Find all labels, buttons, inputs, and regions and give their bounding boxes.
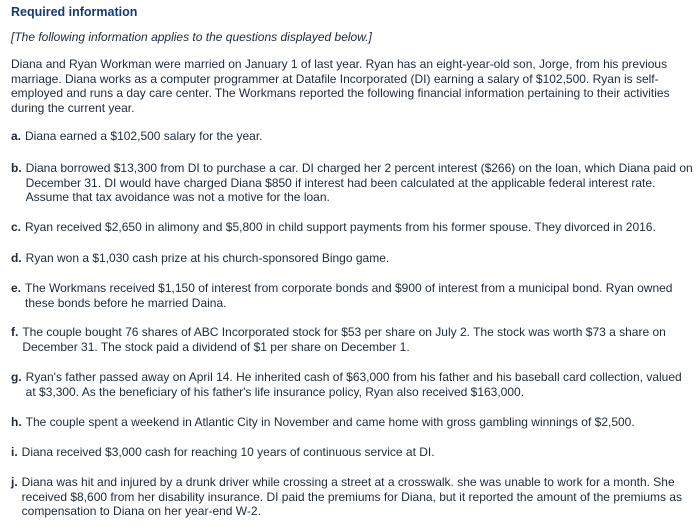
list-item-j (11, 475, 695, 519)
item-text: Diana borrowed $13,300 from DI to purchase a car. DI charged her 2 percent interest ($266) on the loan, which Diana paid on December 31. DI would have charged Diana $850 if interest had been calculated at the applicable federal interest rate. Assume that tax avoidance was not a motive for the loan. (25, 161, 693, 205)
item-letter: h. (11, 415, 22, 429)
item-text: The couple spent a weekend in Atlantic City in November and came home with gross gambling winnings of $2,500. (25, 415, 635, 429)
item-text: Diana earned a $102,500 salary for the year. (25, 129, 263, 143)
item-letter: a. (11, 129, 22, 143)
item-text: The couple bought 76 shares of ABC Incorporated stock for $53 per share on July 2. The stock was worth $73 a share on December 31. The stock paid a dividend of $1 per share on December 1. (22, 325, 666, 354)
item-text: Diana received $3,000 cash for reaching 10 years of continuous service at DI. (21, 445, 435, 459)
item-letter: c. (11, 220, 22, 234)
instruction-note: [The following information applies to the questions displayed below.] (11, 30, 372, 44)
item-text: The Workmans received $1,150 of interest from corporate bonds and $900 of interest from a municipal bond. Ryan owned these bonds before he married Daina. (25, 281, 673, 310)
list-item-e (11, 281, 695, 310)
item-letter: e. (11, 281, 22, 295)
list-item-d (11, 251, 695, 266)
list-item-h (11, 415, 695, 430)
item-letter: b. (11, 161, 22, 175)
item-letter: f. (11, 325, 19, 339)
item-text: Ryan's father passed away on April 14. He inherited cash of $63,000 from his father and his baseball card collection, valued at $3,300. As the beneficiary of his father's life insurance policy, Ryan also received $163,000. (25, 370, 682, 399)
list-item-g (11, 370, 695, 399)
list-item-a (11, 129, 695, 144)
list-item-b (11, 161, 695, 205)
item-text: Ryan won a $1,030 cash prize at his church-sponsored Bingo game. (25, 251, 390, 265)
required-information-heading: Required information (11, 5, 138, 19)
item-letter: i. (11, 445, 18, 459)
item-text: Diana was hit and injured by a drunk driver while crossing a street at a crosswalk. she was unable to work for a month. She received $8,600 from her disability insurance. DI paid the premiums for Diana, but it reported the amount of the premiums as compensation to Diana on her year-end W-2. (21, 475, 682, 519)
intro-paragraph: Diana and Ryan Workman were married on January 1 of last year. Ryan has an eight-year-old son, Jorge, from his previous marriage. Diana works as a computer programmer at Datafile Incorporated (DI) earning a salary of $102,500. Ryan is self-employed and runs a day care center. The Workmans reported the following financial information pertaining to their activities during the current year. (11, 57, 670, 115)
item-text: Ryan received $2,650 in alimony and $5,800 in child support payments from his former spouse. They divorced in 2016. (25, 220, 656, 234)
list-item-c (11, 220, 695, 235)
item-letter: j. (11, 475, 18, 489)
list-item-f (11, 325, 695, 354)
list-item-i (11, 445, 695, 460)
item-letter: d. (11, 251, 22, 265)
item-letter: g. (11, 370, 22, 384)
